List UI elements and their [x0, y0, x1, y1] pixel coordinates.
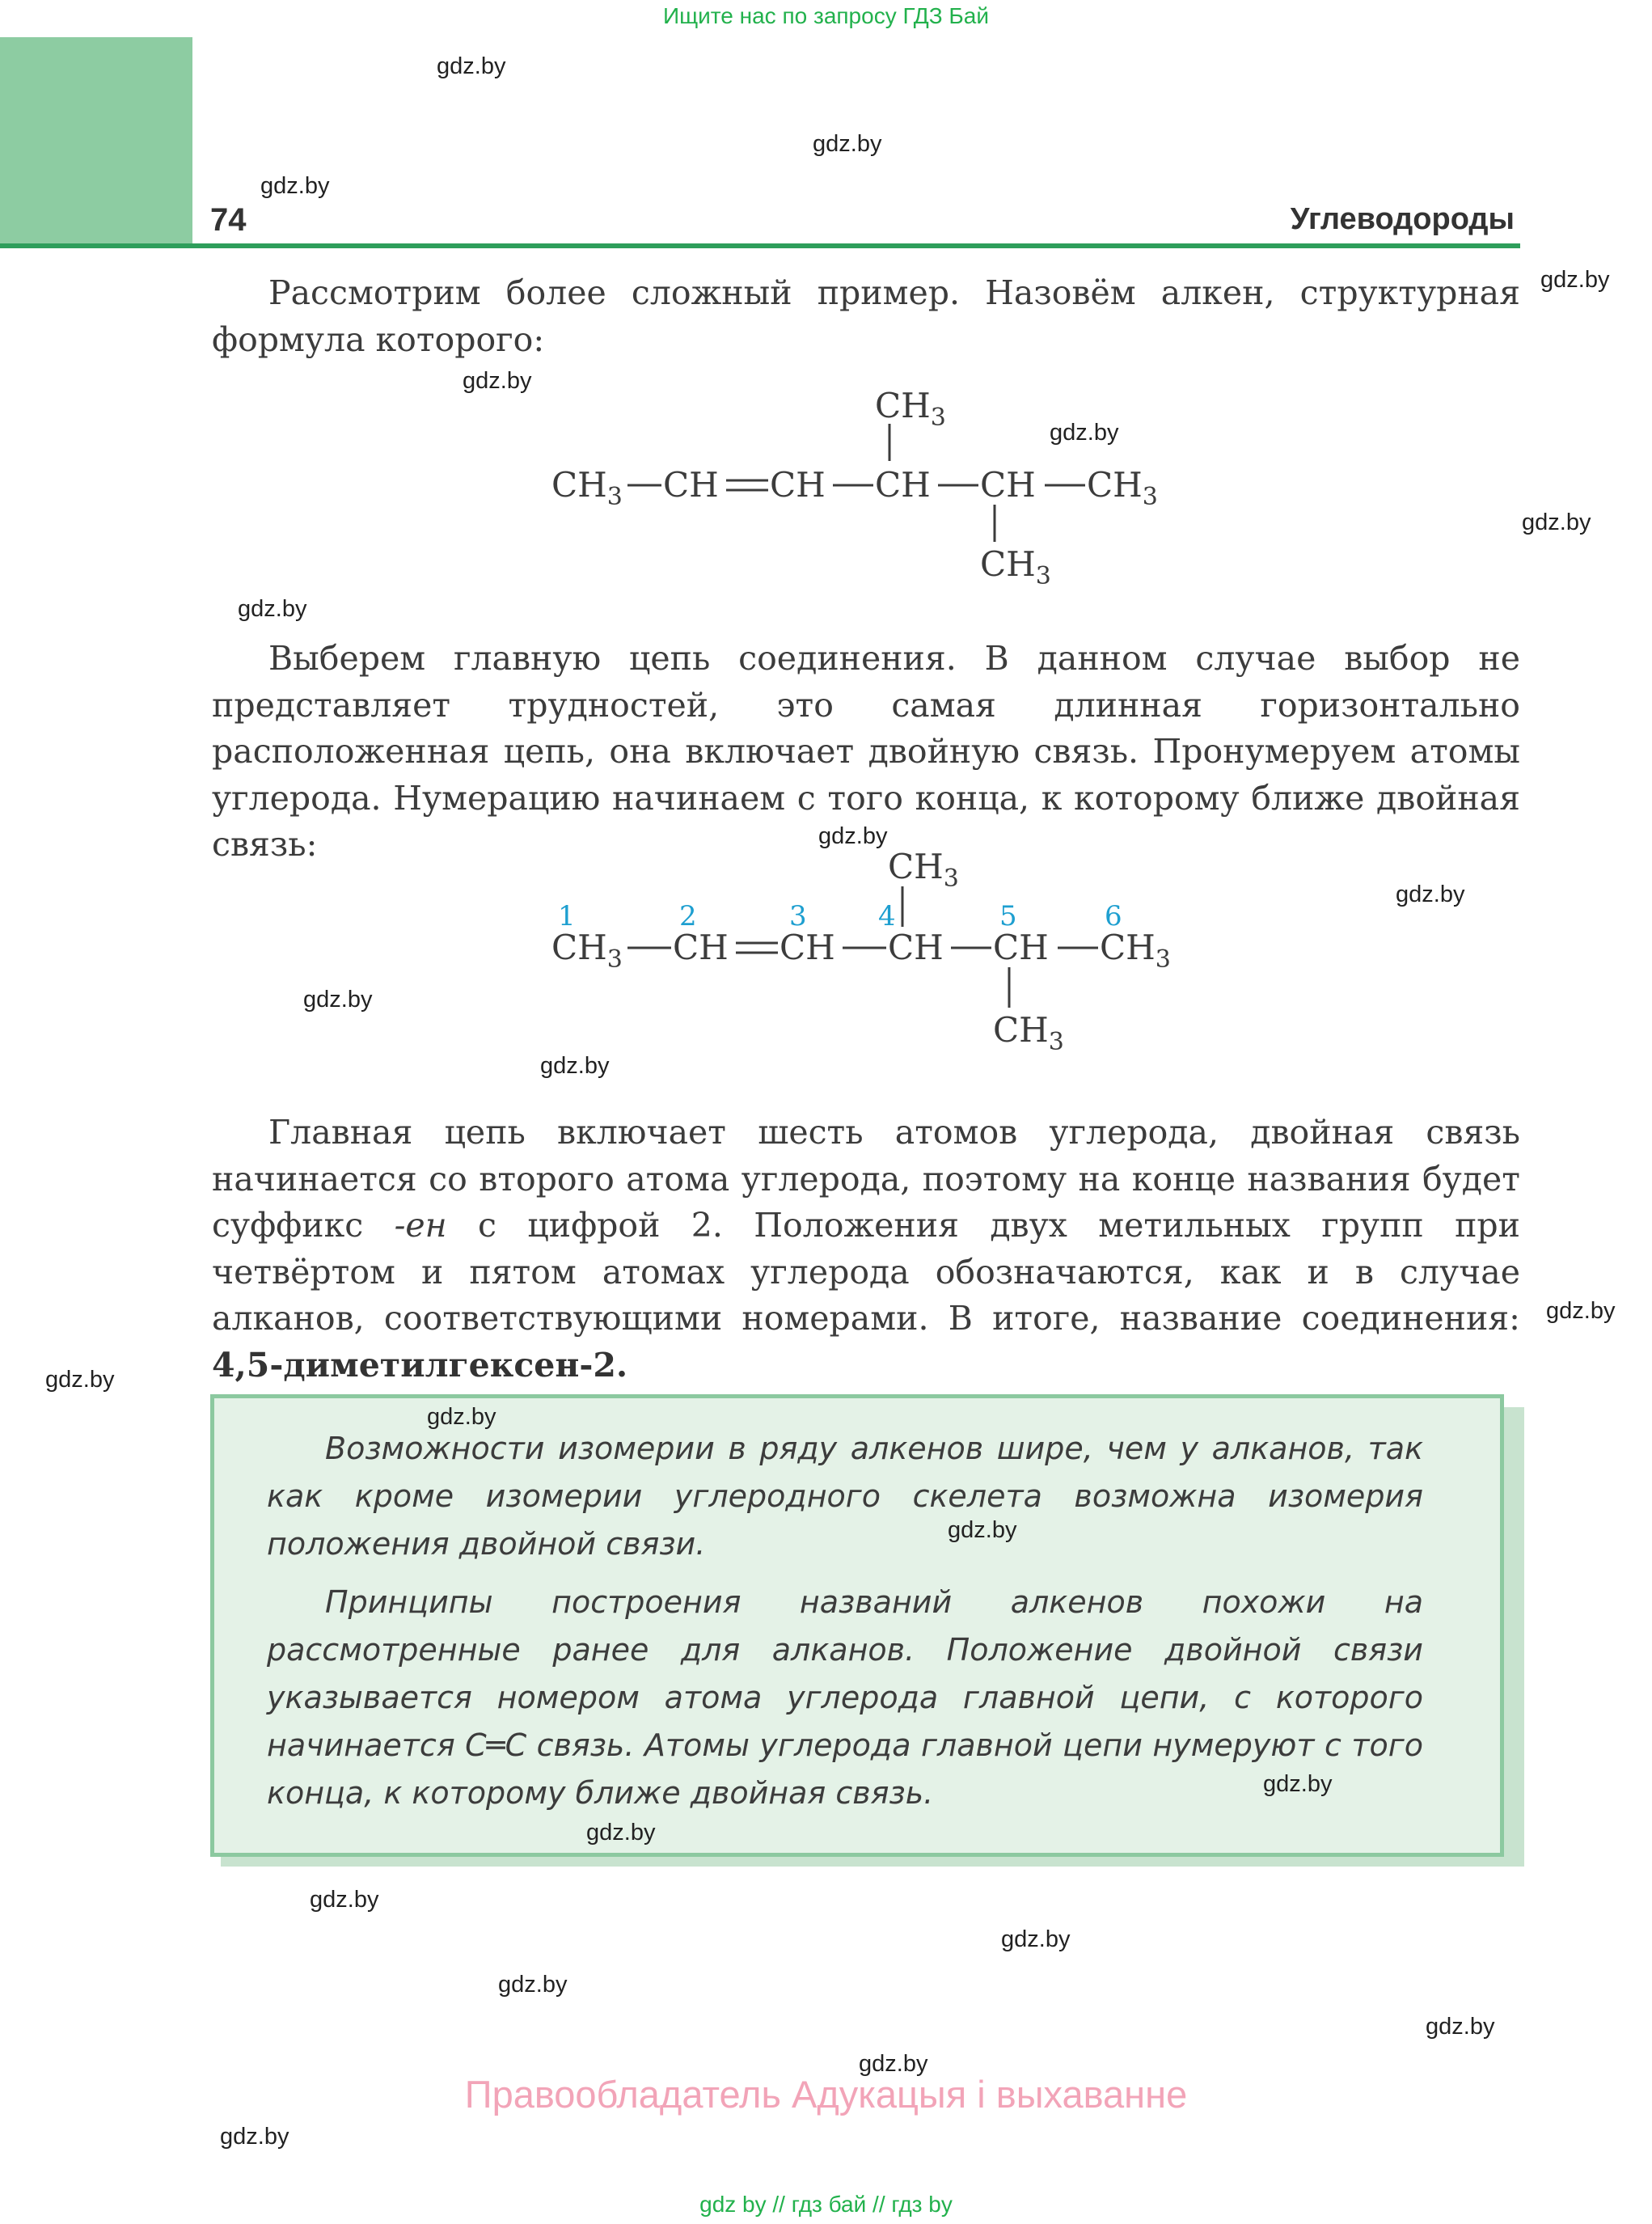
- watermark: gdz.by: [1263, 1771, 1333, 1797]
- atom-number: 3: [789, 900, 807, 932]
- page-number: 74: [210, 202, 247, 238]
- watermark: gdz.by: [427, 1404, 496, 1430]
- watermark: gdz.by: [303, 987, 373, 1013]
- formula-c1: $CH_3$: [551, 465, 623, 511]
- suffix-en: -ен: [394, 1206, 447, 1245]
- formula-c6: $CH_3$: [1087, 465, 1158, 511]
- formula-c4: CH: [875, 465, 931, 505]
- watermark: gdz.by: [1546, 1298, 1616, 1324]
- chapter-title: Углеводороды: [1290, 202, 1515, 236]
- top-banner[interactable]: Ищите нас по запросу ГДЗ Бай: [662, 3, 990, 28]
- paragraph-main-chain: Выберем главную цепь соединения. В данном случае выбор не представляет трудностей, это самая длинная горизонтально расположенная цепь, она включает двойную связь. Пронумеруем атомы углерода. Нумерацию начинаем с того конца, к которому ближе двойная связь:: [212, 639, 1520, 864]
- watermark: gdz.by: [1001, 1926, 1071, 1952]
- formula-ch3-bottom: $CH_3$: [993, 1010, 1064, 1056]
- watermark: gdz.by: [260, 173, 330, 199]
- watermark: gdz.by: [1540, 267, 1610, 293]
- watermark: gdz.by: [818, 823, 888, 849]
- watermark: gdz.by: [220, 2124, 289, 2150]
- header-rule: [0, 243, 1520, 248]
- atom-number: 2: [679, 900, 697, 932]
- formula-c4: CH: [888, 928, 944, 967]
- paragraph-intro: Рассмотрим более сложный пример. Назовём алкен, структурная формула которого:: [212, 273, 1520, 359]
- formula-ch3-top: $CH_3$: [888, 847, 959, 893]
- compound-name: 4,5-диметилгексен-2.: [212, 1345, 628, 1385]
- atom-number: 1: [558, 900, 576, 932]
- numbered-structural-formula: [534, 841, 1197, 1068]
- watermark: gdz.by: [45, 1367, 115, 1393]
- formula-c3: CH: [780, 928, 835, 967]
- formula-ch3-bottom: $CH_3$: [980, 544, 1051, 590]
- paragraph-conclusion: Главная цепь включает шесть атомов углерода, двойная связь начинается со второго атома углерода, поэтому на конце названия будет суффикс -ен с цифрой 2. Положения двух метильных групп при четвёртом и пятом атомах углерода обозначаются, как и в случае алканов, соответствующими номерами. В итоге, название соединения: 4,5-диметилгексен-2.: [212, 1113, 1521, 1385]
- formula-c5: CH: [993, 928, 1049, 967]
- note-paragraph-naming: Принципы построения названий алкенов похожи на рассмотренные ранее для алканов. Положение двойной связи указывается номером атома углерода главной цепи, с которого начинается C═C связь. Атомы углерода главной цепи нумеруют с того конца, к которому ближе двойная связь.: [267, 1584, 1423, 1811]
- formula-c1: $CH_3$: [551, 928, 623, 974]
- watermark: gdz.by: [948, 1517, 1017, 1543]
- watermark: gdz.by: [1522, 509, 1591, 535]
- formula-c5: CH: [980, 465, 1036, 505]
- watermark: gdz.by: [1396, 882, 1465, 907]
- note-paragraph-isomerism: Возможности изомерии в ряду алкенов шире, чем у алканов, так как кроме изомерии углеродного скелета возможна изомерия положения двойной связи.: [267, 1431, 1423, 1562]
- watermark: gdz.by: [586, 1820, 656, 1846]
- atom-number: 4: [878, 900, 896, 932]
- formula-c2: CH: [663, 465, 719, 505]
- formula-c3: CH: [770, 465, 826, 505]
- formula-c2: CH: [673, 928, 729, 967]
- footer-links[interactable]: gdz by // гдз бай // гдз by: [699, 2192, 953, 2217]
- copyright-notice: Правообладатель Адукацыя і выхаванне: [464, 2073, 1188, 2116]
- watermark: gdz.by: [463, 368, 532, 394]
- watermark: gdz.by: [813, 131, 882, 157]
- structural-formula: [534, 372, 1181, 590]
- formula-c6: $CH_3$: [1100, 928, 1171, 974]
- watermark: gdz.by: [238, 596, 307, 622]
- watermark: gdz.by: [540, 1053, 610, 1079]
- atom-number: 5: [999, 900, 1017, 932]
- chapter-color-block: [0, 37, 192, 246]
- watermark: gdz.by: [498, 1972, 568, 1998]
- atom-number: 6: [1105, 900, 1122, 932]
- watermark: gdz.by: [310, 1887, 379, 1913]
- watermark: gdz.by: [437, 53, 506, 79]
- watermark: gdz.by: [859, 2051, 928, 2077]
- formula-ch3-top: $CH_3$: [875, 386, 946, 432]
- watermark: gdz.by: [1050, 420, 1119, 446]
- watermark: gdz.by: [1426, 2014, 1495, 2040]
